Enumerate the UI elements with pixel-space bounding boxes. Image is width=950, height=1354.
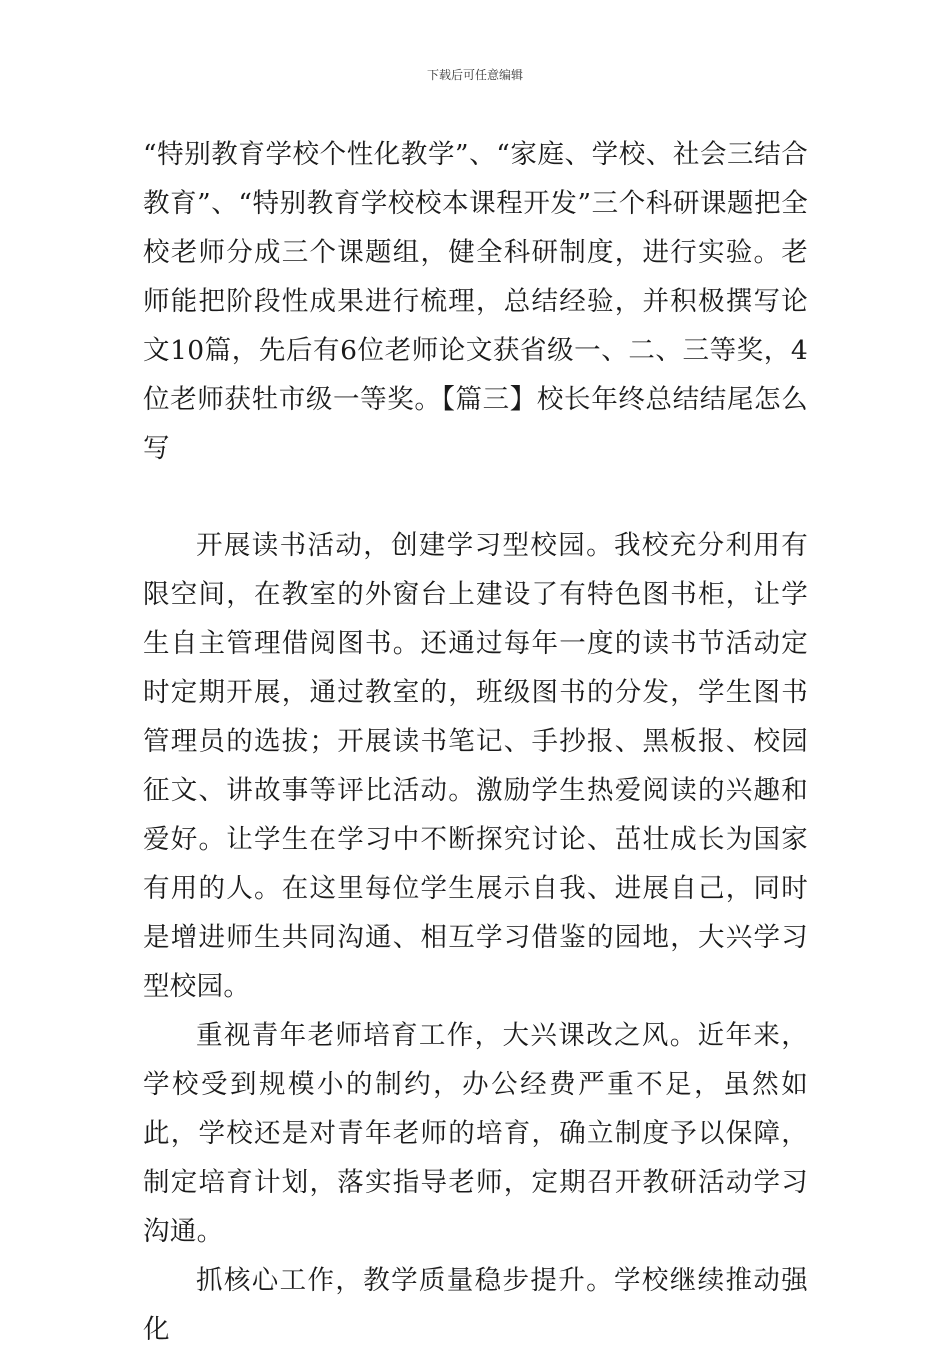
paragraph-1: “特别教育学校个性化教学”、“家庭、学校、社会三结合教育”、“特别教育学校校本课程开发”三个科研课题把全校老师分成三个课题组，健全科研制度，进行实验。老师能把阶段性成果进行梳理，总结经验，并积极撰写论文10篇，先后有6位老师论文获省级一、二、三等奖，4位老师获牡市级一等奖。【篇三】校长年终总结结尾怎么写 [143,139,808,464]
page-header: 下载后可任意编辑 [426,68,523,82]
paragraph-3: 重视青年老师培育工作，大兴课改之风。近年来，学校受到规模小的制约，办公经费严重不足，虽然如此，学校还是对青年老师的培育，确立制度予以保障，制定培育计划，落实指导老师，定期召开教研活动学习沟通。 [143,1020,808,1247]
paragraph-4: 抓核心工作，教学质量稳步提升。学校继续推动强化 [143,1265,808,1345]
document-body [143,130,808,1354]
paragraph-2: 开展读书活动，创建学习型校园。我校充分利用有限空间，在教室的外窗台上建设了有特色图书柜，让学生自主管理借阅图书。还通过每年一度的读书节活动定时定期开展，通过教室的，班级图书的分发，学生图书管理员的选拔；开展读书笔记、手抄报、黑板报、校园征文、讲故事等评比活动。激励学生热爱阅读的兴趣和爱好。让学生在学习中不断探究讨论、茁壮成长为国家有用的人。在这里每位学生展示自我、进展自己，同时是增进师生共同沟通、相互学习借鉴的园地，大兴学习型校园。 [143,530,808,1002]
paragraph-gap [143,473,808,521]
